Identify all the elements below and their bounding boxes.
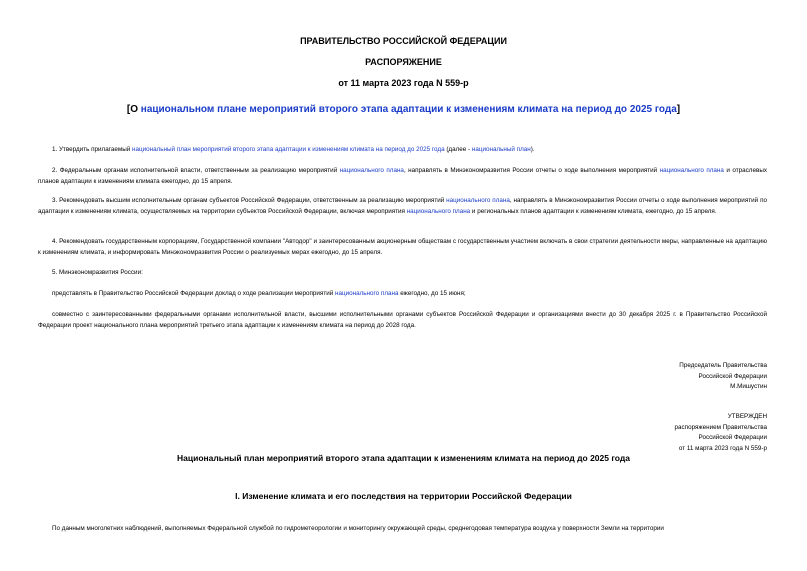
paragraph-1 bbox=[38, 145, 767, 156]
section-heading: I. Изменение климата и его последствия на территории Российской Федерации bbox=[235, 491, 572, 501]
paragraph-7 bbox=[38, 310, 767, 331]
title-bracket-open: [О bbox=[126, 104, 141, 115]
paragraph-6 bbox=[38, 289, 767, 300]
paragraph-4 bbox=[38, 237, 767, 258]
plan-title: Национальный план мероприятий второго этапа адаптации к изменениям климата на период до 2025 года bbox=[177, 453, 630, 463]
national-plan-link[interactable]: национального плана bbox=[446, 197, 510, 204]
paragraph-2 bbox=[38, 166, 767, 187]
title-bracket-close: ] bbox=[676, 104, 681, 115]
national-plan-link[interactable]: национального плана bbox=[659, 167, 724, 174]
paragraph-text: (далее - bbox=[444, 146, 472, 153]
paragraph-text: 3. Рекомендовать высшим исполнительным органам субъектов Российской Федерации, ответственным за реализацию мероприятий bbox=[52, 197, 447, 204]
paragraph-text: ежегодно, до 15 июня; bbox=[398, 290, 466, 297]
paragraph-text: 4. Рекомендовать государственным корпорациям, Государственной компании "Автодор" и заинтересованным акционерным обществам с государственным участием включать в свои стратегии деятельности меры, направленные на адаптацию к изменениям климата, и информировать Минэкономразвития России о реализуемых мерах ежегодно, до 15 апреля. bbox=[38, 238, 767, 256]
approval-heading: УТВЕРЖДЕН bbox=[727, 413, 767, 420]
paragraph-text: 2. Федеральным органам исполнительной власти, ответственным за реализацию мероприятий bbox=[52, 167, 340, 174]
paragraph-text: и отраслевых планов адаптации к изменениям климата ежегодно, до 15 апреля. bbox=[38, 167, 768, 185]
paragraph-3 bbox=[38, 196, 767, 217]
signature-position: Председатель Правительства bbox=[679, 362, 767, 369]
approval-line: Российской Федерации bbox=[698, 434, 767, 441]
paragraph-text: ). bbox=[530, 146, 535, 153]
paragraph-intro bbox=[38, 524, 767, 535]
approval-date: от 11 марта 2023 года N 559-р bbox=[678, 444, 767, 452]
government-heading: ПРАВИТЕЛЬСТВО РОССИЙСКОЙ ФЕДЕРАЦИИ bbox=[300, 36, 507, 46]
paragraph-text: и региональных планов адаптации к изменениям климата, ежегодно, до 15 апреля. bbox=[470, 207, 717, 215]
title-link[interactable]: национальном плане мероприятий второго этапа адаптации к изменениям климата на период до 2025 года bbox=[140, 104, 677, 115]
national-plan-short-link[interactable]: национальный план bbox=[471, 146, 531, 153]
document-title bbox=[0, 104, 807, 116]
paragraph-5 bbox=[38, 268, 767, 279]
paragraph-text: , направлять в Минэкономразвития России отчеты о ходе выполнения мероприятий bbox=[403, 167, 660, 174]
national-plan-link[interactable]: национального плана bbox=[406, 207, 471, 215]
approval-line: распоряжением Правительства bbox=[674, 423, 767, 431]
document-date-number: от 11 марта 2023 года N 559-р bbox=[338, 78, 469, 88]
paragraph-text: , направлять в Минэкономразвития России отчеты о ходе выполнения мероприятий по адаптации к изменениям климата, осуществляемых на территории субъектов Российской Федерации, включая мероприятия bbox=[38, 197, 767, 215]
paragraph-text: 5. Минэкономразвития России: bbox=[52, 269, 143, 276]
signature-name: М.Мишустин bbox=[730, 383, 767, 390]
national-plan-link[interactable]: национального плана bbox=[334, 290, 399, 297]
paragraph-text: 1. Утвердить прилагаемый bbox=[52, 146, 133, 153]
document-type: РАСПОРЯЖЕНИЕ bbox=[365, 57, 442, 67]
paragraph-text: совместно с заинтересованными федеральными органами исполнительной власти, высшими исполнительными органами субъектов Российской Федерации и организациями внести до 30 декабря 2025 г. в Правительство Российской Федерации проект национального плана мероприятий третьего этапа адаптации к изменениям климата на период до 2028 года. bbox=[38, 311, 767, 329]
signature-position-2: Российской Федерации bbox=[698, 372, 767, 380]
national-plan-link[interactable]: национальный план мероприятий второго этапа адаптации к изменениям климата на период до 2025 года bbox=[132, 146, 445, 153]
national-plan-link[interactable]: национального плана bbox=[339, 167, 404, 174]
paragraph-text: По данным многолетних наблюдений, выполняемых Федеральной службой по гидрометеорологии и мониторингу окружающей среды, среднегодовая температура воздуха у поверхности Земли на территории bbox=[52, 525, 664, 532]
approval-block bbox=[675, 412, 767, 454]
paragraph-text: представлять в Правительство Российской Федерации доклад о ходе реализации мероприятий bbox=[52, 290, 335, 297]
signature-block bbox=[679, 361, 767, 393]
